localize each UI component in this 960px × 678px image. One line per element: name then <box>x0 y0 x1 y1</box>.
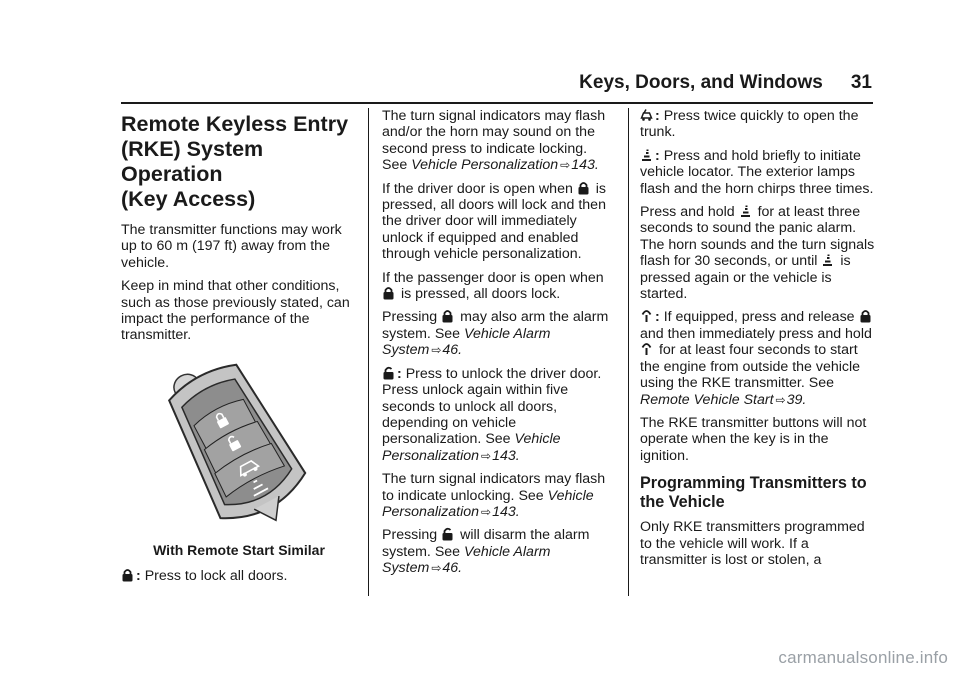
programming-paragraph: Only RKE transmitters programmed to the vehicle will work. If a transmitter is lost or stolen, a <box>640 519 865 568</box>
lock-icon <box>577 181 590 195</box>
column-divider-2 <box>628 108 629 596</box>
section-heading <box>121 112 357 212</box>
panic-icon <box>739 204 752 218</box>
passenger-door-paragraph: If the passenger door is open when is pressed, all doors lock. <box>382 269 604 303</box>
page-ref-arrow-icon: ⇨ <box>481 448 492 463</box>
lock-icon <box>382 286 395 300</box>
page-ref-arrow-icon: ⇨ <box>560 158 571 173</box>
subsection-heading: Programming Transmitters to the Vehicle <box>640 474 867 511</box>
header-rule <box>121 102 873 104</box>
remote-start-icon <box>640 309 653 323</box>
trunk-icon <box>640 108 653 122</box>
heading-line-2: (RKE) System Operation <box>121 137 264 186</box>
page-ref-arrow-icon: ⇨ <box>481 504 492 519</box>
unlock-indication-paragraph: The turn signal indicators may flash to indicate unlocking. See Vehicle Personalization ⇨143. <box>382 471 606 520</box>
page-number: 31 <box>850 72 872 93</box>
running-header <box>0 72 872 94</box>
cross-reference: Vehicle Personalization <box>382 487 594 520</box>
locking-indication-paragraph: The turn signal indicators may flash and/or the horn may sound on the second press to indicate locking. See Vehicle Personalization ⇨143. <box>382 108 606 174</box>
section-title: Keys, Doors, and Windows <box>579 72 823 93</box>
cross-reference: Vehicle Personalization <box>411 157 559 174</box>
unlock-icon <box>441 527 454 541</box>
panic-button-description: : Press and hold briefly to initiate vehicle locator. The exterior lamps flash and the horn chirps three times. <box>640 147 874 197</box>
disarm-alarm-paragraph: Pressing will disarm the alarm system. See Vehicle Alarm System ⇨46. <box>382 527 590 577</box>
column-divider-1 <box>368 108 369 596</box>
unlock-button-description: : Press to unlock the driver door. Press unlock again within five seconds to unlock all doors, depending on vehicle personalization. See Vehicle Personalization ⇨143. <box>382 365 602 464</box>
column-2 <box>382 108 614 584</box>
range-paragraph: The transmitter functions may work up to 60 m (197 ft) away from the vehicle. <box>121 222 342 271</box>
panic-icon <box>821 253 834 267</box>
column-3 <box>640 108 876 575</box>
cross-reference: Remote Vehicle Start <box>640 391 774 408</box>
page-ref-arrow-icon: ⇨ <box>775 392 786 407</box>
key-fob-illustration <box>121 352 357 538</box>
driver-door-paragraph: If the driver door is open when is pressed, all doors will lock and then the driver door will immediately unlock if equipped and enabled through vehicle personalization. <box>382 180 607 263</box>
panic-icon <box>640 148 653 162</box>
ignition-note-paragraph: The RKE transmitter buttons will not operate when the key is in the ignition. <box>640 414 867 464</box>
lock-icon <box>121 568 134 582</box>
figure-caption: With Remote Start Similar <box>153 541 325 558</box>
remote-start-icon <box>640 342 653 356</box>
conditions-paragraph: Keep in mind that other conditions, such as those previously stated, can impact the performance of the transmitter. <box>121 278 350 344</box>
cross-reference: Vehicle Alarm System <box>382 325 551 359</box>
trunk-button-description: : Press twice quickly to open the trunk. <box>640 108 859 141</box>
remote-start-description: : If equipped, press and release and then immediately press and hold for at least four seconds to start the engine from outside the vehicle using the RKE transmitter. See Remote Vehicle Start ⇨39. <box>640 309 872 408</box>
cross-reference: Vehicle Alarm System <box>382 543 551 577</box>
lock-button-description: : Press to lock all doors. <box>121 568 357 584</box>
unlock-icon <box>382 366 395 380</box>
panic-alarm-paragraph: Press and hold for at least three seconds to sound the panic alarm. The horn sounds and the turn signals flash for 30 seconds, or until is pressed again or the vehicle is started. <box>640 204 875 303</box>
watermark: carmanualsonline.info <box>778 648 948 667</box>
column-1 <box>121 108 357 592</box>
lock-icon <box>441 309 454 323</box>
page-ref-arrow-icon: ⇨ <box>431 561 442 576</box>
cross-reference: Vehicle Personalization <box>382 431 561 464</box>
page-ref-arrow-icon: ⇨ <box>431 343 442 358</box>
heading-line-3: (Key Access) <box>121 187 256 211</box>
lock-icon <box>859 309 872 323</box>
arm-alarm-paragraph: Pressing may also arm the alarm system. See Vehicle Alarm System ⇨46. <box>382 309 609 359</box>
heading-line-1: Remote Keyless Entry <box>121 112 349 136</box>
